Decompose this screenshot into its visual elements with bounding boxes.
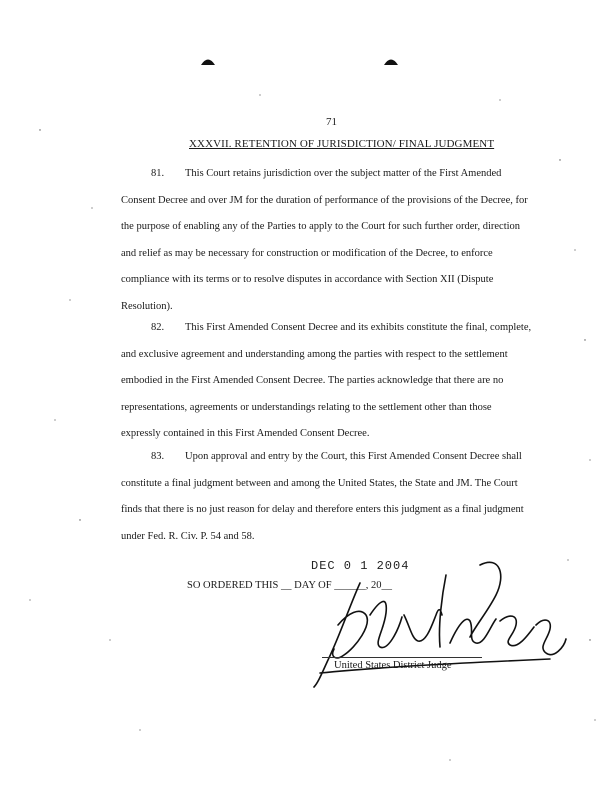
paragraph-line: and relief as may be necessary for construction or modification of the Decree, to enforce <box>121 247 493 259</box>
paragraph-line: 82. This First Amended Consent Decree and its exhibits constitute the final, complete, <box>121 315 541 342</box>
paragraph-line: finds that there is no just reason for delay and therefore enters this judgment as a final judgment <box>121 504 524 515</box>
judge-signature <box>300 555 570 695</box>
date-stamp: DEC 0 1 2004 <box>311 559 410 573</box>
punch-hole-mark-left <box>200 56 216 66</box>
paragraph-line: and exclusive agreement and understanding among the parties with respect to the settlement <box>121 348 508 360</box>
paragraph-line: under Fed. R. Civ. P. 54 and 58. <box>121 530 255 542</box>
paragraph-number: 81. <box>151 168 165 179</box>
paragraph-line: representations, agreements or understandings relating to the settlement other than those <box>121 401 492 413</box>
signature-line <box>322 657 482 658</box>
paragraph-number: 83. <box>151 451 165 462</box>
paragraph-81 <box>121 161 541 320</box>
paragraph-line: expressly contained in this First Amended Consent Decree. <box>121 428 370 439</box>
signature-title: United States District Judge <box>334 660 452 671</box>
paragraph-line: compliance with its terms or to resolve disputes in accordance with Section XII (Dispute <box>121 274 494 285</box>
paragraph-line: 83. Upon approval and entry by the Court, this First Amended Consent Decree shall <box>121 444 541 471</box>
punch-hole-mark-right <box>383 56 399 66</box>
paragraph-83 <box>121 444 541 550</box>
so-ordered-line: SO ORDERED THIS __ DAY OF ______, 20__ <box>187 580 392 591</box>
paragraph-line: constitute a final judgment between and among the United States, the State and JM. The Court <box>121 477 518 489</box>
paragraph-line: 81. This Court retains jurisdiction over the subject matter of the First Amended <box>121 161 541 188</box>
paragraph-line: embodied in the First Amended Consent Decree. The parties acknowledge that there are no <box>121 375 504 386</box>
paragraph-line: the purpose of enabling any of the Parties to apply to the Court for such further order, direction <box>121 221 521 232</box>
paragraph-line: Consent Decree and over JM for the duration of performance of the provisions of the Decree, for <box>121 194 528 206</box>
section-heading: XXXVII. RETENTION OF JURISDICTION/ FINAL JUDGMENT <box>189 138 495 150</box>
paragraph-number: 82. <box>151 322 165 333</box>
page-number: 71 <box>326 116 337 128</box>
paragraph-82 <box>121 315 541 448</box>
paragraph-line: Resolution). <box>121 300 173 312</box>
